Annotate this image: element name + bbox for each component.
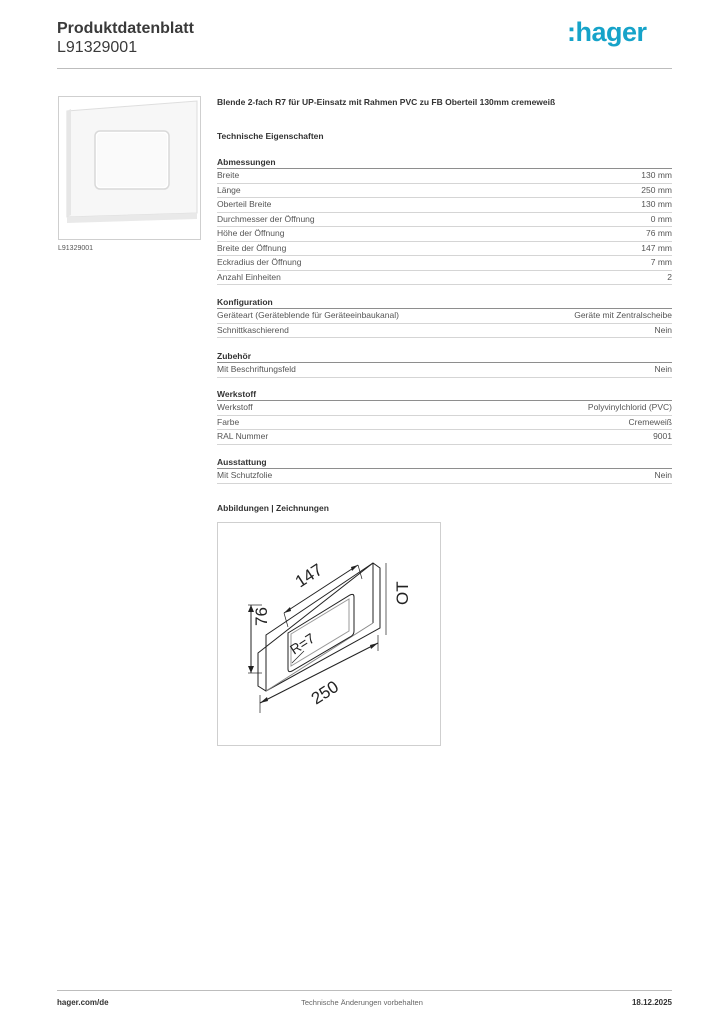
table-row: Mit Beschriftungsfeld Nein [217, 363, 672, 378]
dimension-drawing [218, 523, 440, 745]
section-configuration [217, 296, 672, 338]
footer-website-link[interactable]: hager.com/de [57, 998, 109, 1007]
table-row: RAL Nummer 9001 [217, 430, 672, 445]
faceplate-illustration [59, 97, 200, 239]
dimension-top-label: OT [393, 581, 412, 605]
article-number: L91329001 [57, 39, 138, 56]
dimension-height-label: 76 [252, 607, 271, 626]
table-row: Eckradius der Öffnung 7 mm [217, 256, 672, 271]
image-caption: L91329001 [58, 245, 94, 252]
table-row: Geräteart (Geräteblende für Geräteeinbaukanal) Geräte mit Zentralscheibe [217, 309, 672, 324]
footer-note: Technische Änderungen vorbehalten [301, 998, 423, 1007]
section-equipment [217, 456, 672, 484]
hager-logo: :hager [567, 17, 647, 47]
section-material [217, 388, 672, 445]
table-row: Anzahl Einheiten 2 [217, 271, 672, 286]
table-row: Werkstoff Polyvinylchlorid (PVC) [217, 401, 672, 416]
table-row: Schnittkaschierend Nein [217, 324, 672, 339]
document-title: Produktdatenblatt [57, 20, 194, 37]
table-row: Farbe Cremeweiß [217, 416, 672, 431]
footer-date: 18.12.2025 [631, 998, 672, 1007]
product-image [58, 96, 201, 240]
section-title: Ausstattung [217, 456, 672, 469]
section-title: Konfiguration [217, 296, 672, 309]
technical-properties-heading: Technische Eigenschaften [217, 131, 324, 141]
table-row: Oberteil Breite 130 mm [217, 198, 672, 213]
table-row: Höhe der Öffnung 76 mm [217, 227, 672, 242]
section-title: Werkstoff [217, 388, 672, 401]
table-row: Breite der Öffnung 147 mm [217, 242, 672, 257]
table-row: Breite 130 mm [217, 169, 672, 184]
figures-heading: Abbildungen | Zeichnungen [217, 503, 329, 513]
section-title: Abmessungen [217, 156, 672, 169]
footer-divider [57, 990, 672, 991]
product-title: Blende 2-fach R7 für UP-Einsatz mit Rahmen PVC zu FB Oberteil 130mm cremeweiß [217, 97, 556, 107]
section-accessories [217, 350, 672, 378]
dimension-length-label: 250 [307, 676, 342, 709]
table-row: Mit Schutzfolie Nein [217, 469, 672, 484]
dimension-radius-label: R=7 [286, 629, 318, 658]
dimension-width-label: 147 [291, 559, 326, 592]
table-row: Durchmesser der Öffnung 0 mm [217, 213, 672, 228]
section-dimensions [217, 156, 672, 285]
section-title: Zubehör [217, 350, 672, 363]
header-divider [57, 68, 672, 69]
table-row: Länge 250 mm [217, 184, 672, 199]
technical-drawing [217, 522, 441, 746]
